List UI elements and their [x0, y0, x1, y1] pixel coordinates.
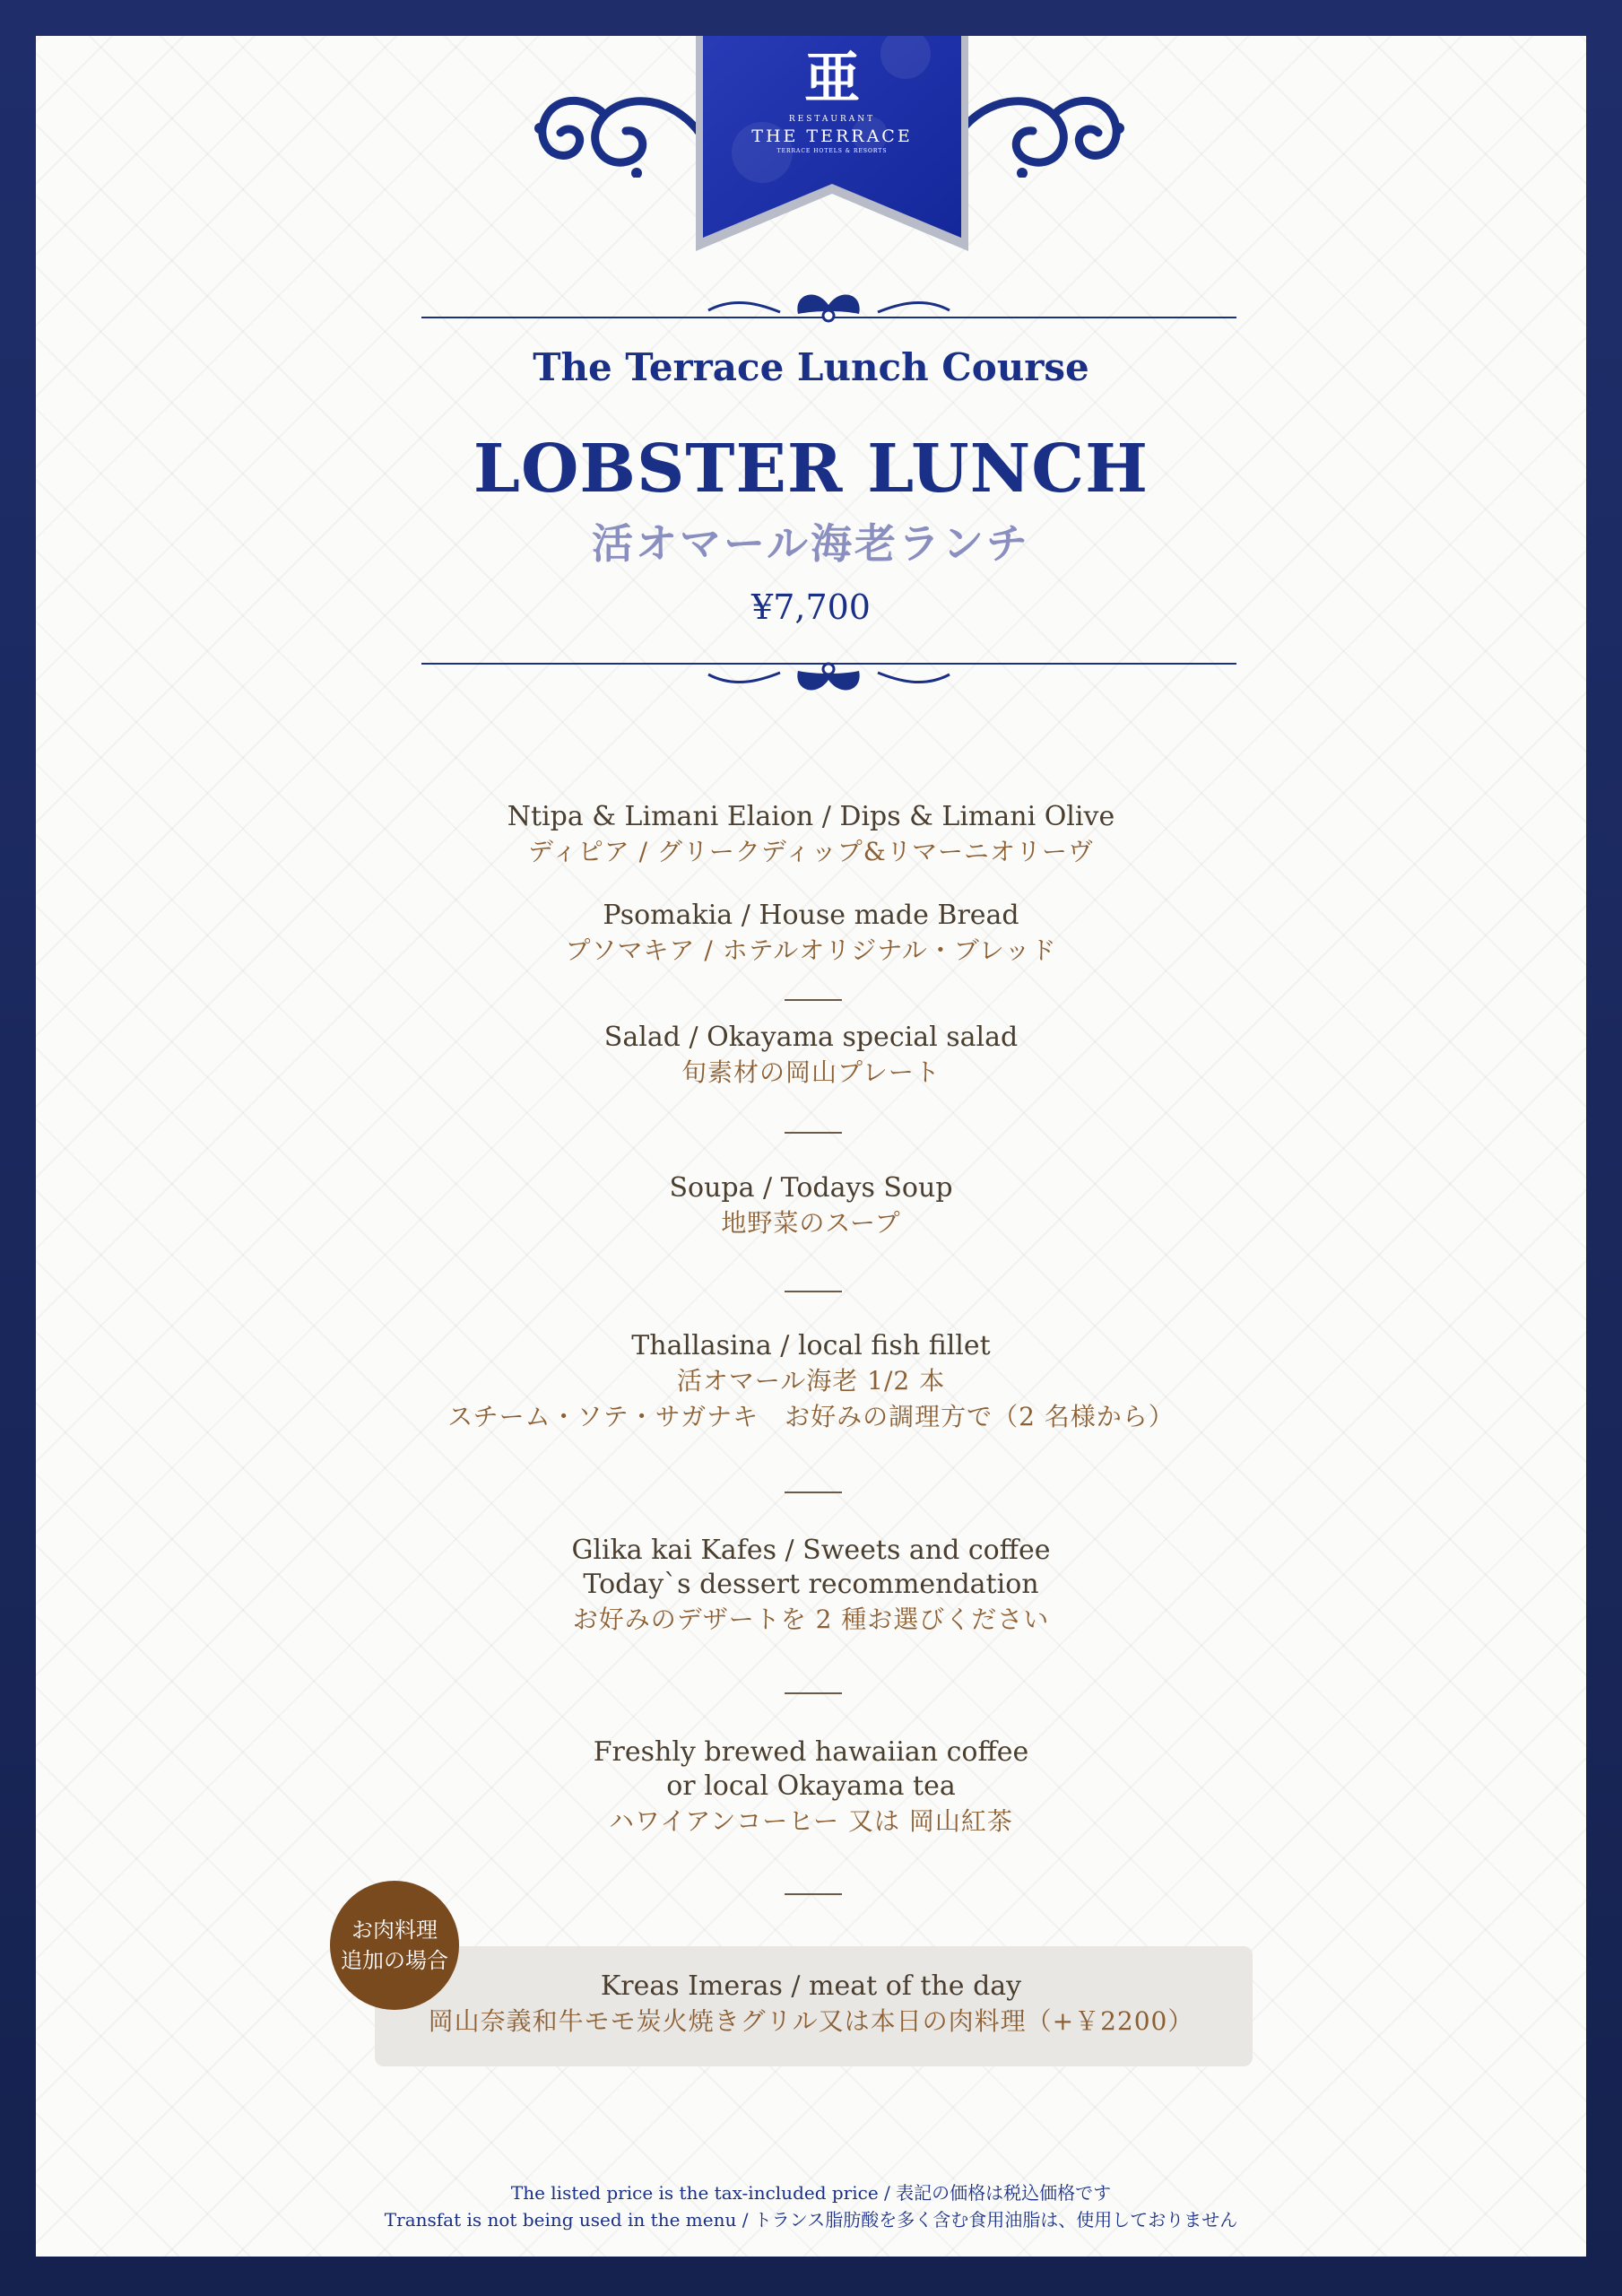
left-swirl-ornament — [529, 79, 708, 178]
logo — [690, 43, 974, 156]
meat-addon-en: Kreas Imeras / meat of the day — [600, 1970, 1022, 2002]
course-separator — [785, 999, 842, 1001]
course-item-en: Ntipa & Limani Elaion / Dips & Limani Olive — [507, 801, 1115, 832]
logo-restaurant: RESTAURANT — [788, 115, 876, 124]
course-item-en: Soupa / Todays Soup — [669, 1172, 953, 1204]
right-swirl-ornament — [950, 79, 1130, 178]
course-item-salad — [36, 1021, 1586, 1091]
meat-addon — [36, 1970, 1586, 2039]
course-subtitle: The Terrace Lunch Course — [533, 345, 1089, 389]
course-price: ¥7,700 — [751, 587, 871, 627]
course-item-soup — [36, 1171, 1586, 1241]
logo-name: THE TERRACE — [751, 126, 913, 146]
course-separator — [785, 1492, 842, 1493]
course-item-jp: 旬素材の岡山プレート — [681, 1057, 941, 1087]
course-item-bread — [36, 899, 1586, 969]
course-item-sweets — [36, 1534, 1586, 1638]
course-separator — [785, 1291, 842, 1292]
logo-group: TERRACE HOTELS & RESORTS — [776, 148, 888, 154]
course-item-en: Salad / Okayama special salad — [603, 1022, 1019, 1053]
course-item-jp: ハワイアンコーヒー 又は 岡山紅茶 — [609, 1806, 1013, 1836]
meat-addon-badge — [330, 1881, 459, 2010]
course-item-en: Thallasina / local fish fillet — [631, 1330, 991, 1361]
badge-line-1: お肉料理 — [351, 1918, 438, 1943]
course-item-en-detail: or local Okayama tea — [666, 1770, 956, 1802]
logo-emblem: 亜 — [803, 45, 860, 110]
badge-line-2: 追加の場合 — [341, 1948, 448, 1973]
course-item-jp: プソマキア / ホテルオリジナル・ブレッド — [565, 935, 1057, 965]
course-item-jp: お好みのデザートを 2 種お選びください — [572, 1605, 1050, 1634]
course-item-jp: 活オマール海老 1/2 本 — [676, 1366, 946, 1396]
course-item-en: Freshly brewed hawaiian coffee — [593, 1736, 1029, 1768]
menu-title: LOBSTER LUNCH — [473, 430, 1149, 508]
course-item-fish — [36, 1329, 1586, 1435]
course-item-jp: 地野菜のスープ — [721, 1208, 901, 1238]
course-separator — [785, 1692, 842, 1694]
course-separator — [785, 1893, 842, 1895]
menu-page — [36, 36, 1586, 2257]
top-divider-ornament — [421, 278, 1236, 332]
course-item-en: Glika kai Kafes / Sweets and coffee — [571, 1535, 1051, 1566]
footer-tax-note: The listed price is the tax-included price / 表記の価格は税込価格です — [510, 2182, 1112, 2204]
footer-transfat-note: Transfat is not being used in the menu / トランス脂肪酸を多く含む食用油脂は、使用しておりません — [384, 2209, 1238, 2231]
course-item-en: Psomakia / House made Bread — [603, 900, 1019, 931]
course-item-dips — [36, 800, 1586, 870]
menu-title-jp: 活オマール海老ランチ — [591, 519, 1031, 568]
course-item-coffee — [36, 1735, 1586, 1839]
course-item-en-detail: Today`s dessert recommendation — [583, 1569, 1039, 1600]
course-item-jp-detail: スチーム・ソテ・サガナキ お好みの調理方で（2 名様から） — [447, 1402, 1175, 1431]
footer-notes — [36, 2179, 1586, 2233]
course-separator — [785, 1132, 842, 1134]
bottom-divider-ornament — [421, 655, 1236, 709]
meat-addon-jp: 岡山奈義和牛モモ炭火焼きグリル又は本日の肉料理（+￥2200） — [428, 2006, 1194, 2036]
course-item-jp: ディピア / グリークディップ&リマーニオリーヴ — [527, 837, 1095, 866]
